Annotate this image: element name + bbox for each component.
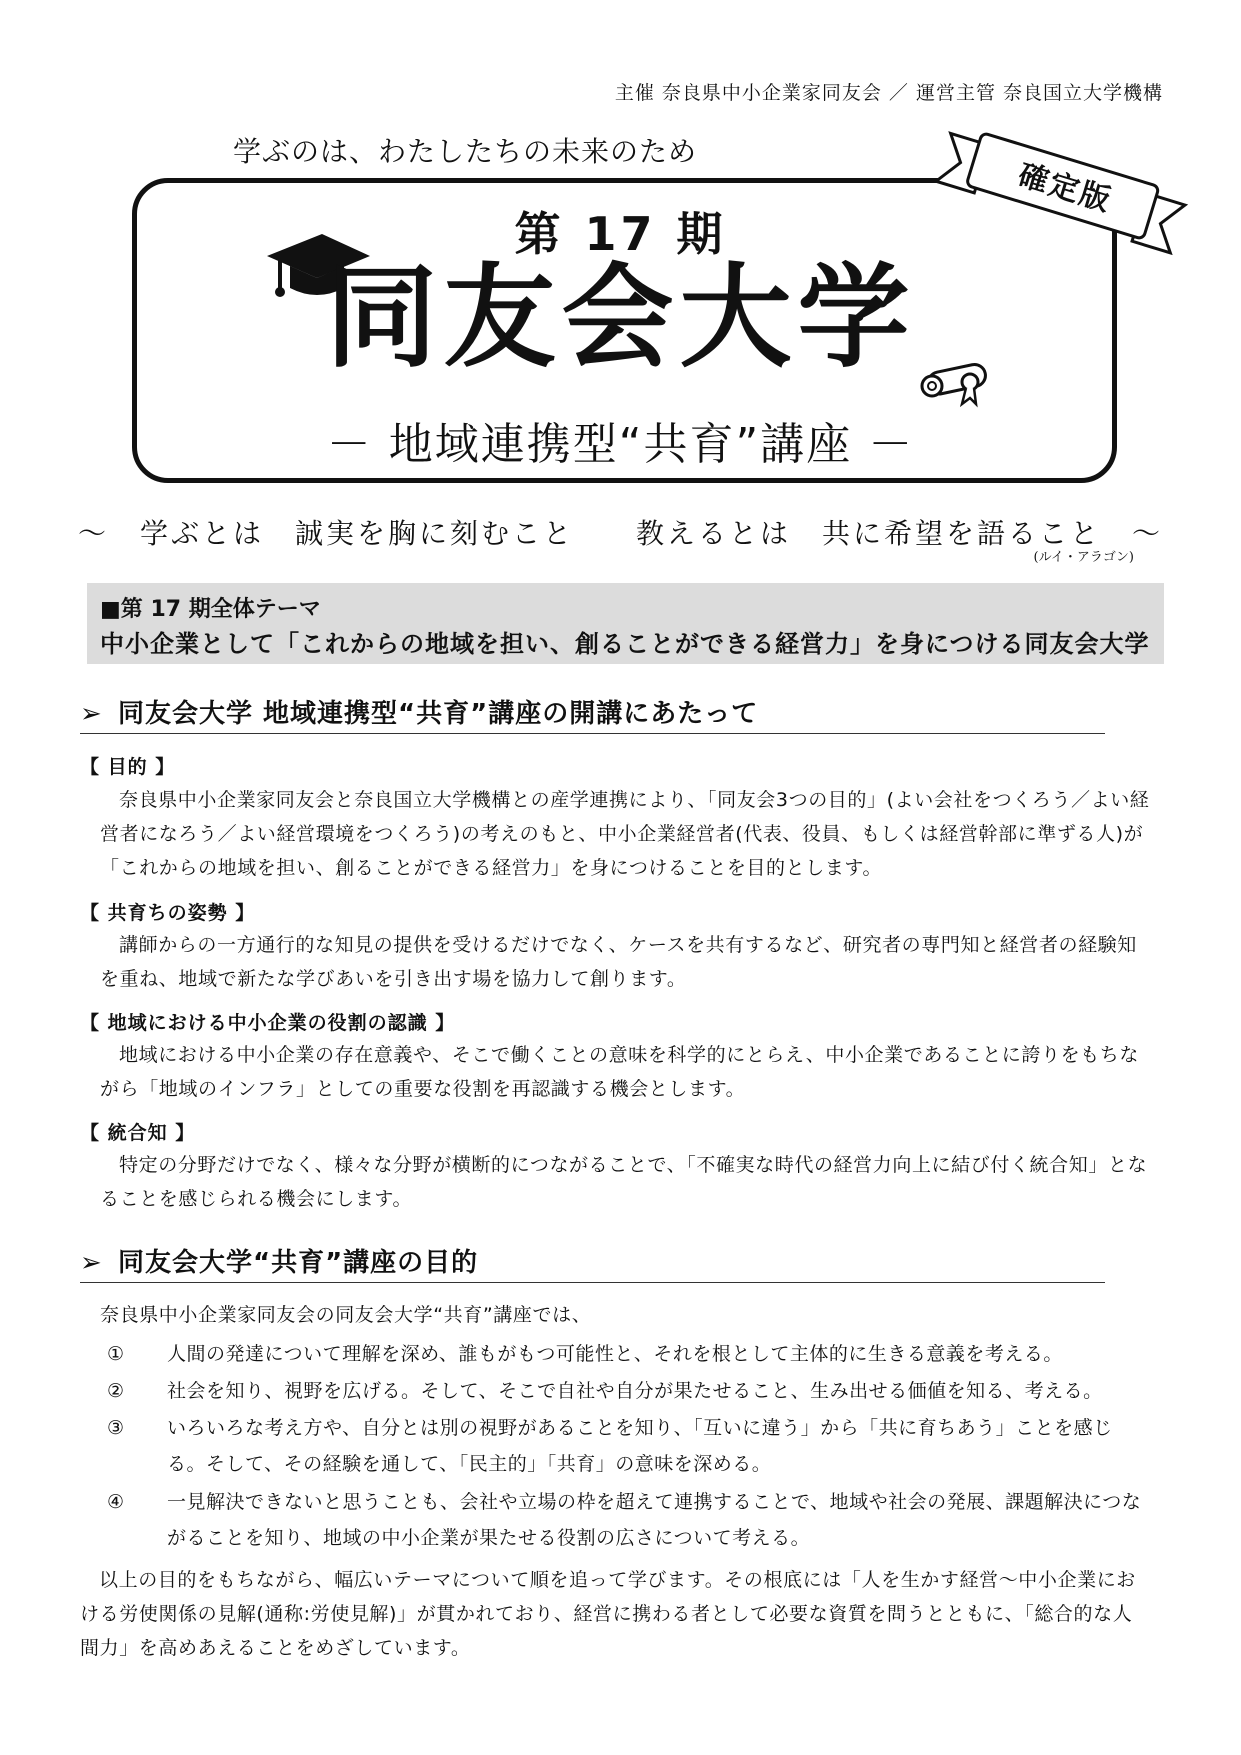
theme-heading: ■第 17 期全体テーマ <box>100 597 321 622</box>
theme-text: 中小企業として「これからの地域を担い、創ることができる経営力」を身につける同友会大学 <box>100 630 1150 658</box>
section2-intro: 奈良県中小企業家同友会の同友会大学“共育”講座では、 <box>100 1304 592 1326</box>
list-number: ① <box>107 1343 125 1365</box>
final-version-stamp: 確定版 <box>1013 157 1116 220</box>
term-number: 第 17 期 <box>514 207 727 261</box>
regional-role-body: 地域における中小企業の存在意義や、そこで働くことの意味を科学的にとらえ、中小企業であることに誇りをもちながら「地域のインフラ」としての重要な役割を再認識する機会とします。 <box>100 1044 1139 1100</box>
main-title: 同友会大学 <box>325 253 916 383</box>
mutual-growth-heading: 【 共育ちの姿勢 】 <box>80 902 256 924</box>
list-item <box>107 1373 1147 1409</box>
list-text: 人間の発達について理解を深め、誰もがもつ可能性と、それを根として主体的に生きる意義を考える。 <box>167 1343 1063 1365</box>
list-item <box>107 1410 1147 1482</box>
section2-closing: 以上の目的をもちながら、幅広いテーマについて順を追って学びます。その根底には「人を生かす経営～中小企業における労使関係の見解(通称:労使見解)」が貫かれており、経営に携わる者として必要な資質を問うとともに、「総合的な人間力」を高めあえることをめざしています。 <box>80 1569 1136 1659</box>
tagline: 学ぶのは、わたしたちの未来のため <box>232 135 697 168</box>
section2-heading <box>80 1242 478 1279</box>
mutual-growth-body: 講師からの一方通行的な知見の提供を受けるだけでなく、ケースを共有するなど、研究者の専門知と経営者の経験知を重ね、地域で新たな学びあいを引き出す場を協力して創ります。 <box>100 934 1137 990</box>
integrated-knowledge-body: 特定の分野だけでなく、様々な分野が横断的につながることで、「不確実な時代の経営力向上に結び付く統合知」となることを感じられる機会にします。 <box>100 1154 1148 1210</box>
list-text: いろいろな考え方や、自分とは別の視野があることを知り、「互いに違う」から「共に育ちあう」ことを感じる。そして、その経験を通して、「民主的」「共育」の意味を深める。 <box>167 1417 1113 1475</box>
section1-heading <box>80 693 758 730</box>
list-number: ④ <box>107 1491 125 1513</box>
integrated-knowledge-heading: 【 統合知 】 <box>80 1122 196 1144</box>
section2-divider <box>80 1282 1105 1283</box>
list-number: ③ <box>107 1417 125 1439</box>
organizer-line: 主催 奈良県中小企業家同友会 ／ 運営主管 奈良国立大学機構 <box>614 82 1163 104</box>
arrow-icon: ➢ <box>80 699 103 729</box>
list-number: ② <box>107 1380 125 1402</box>
subtitle: － 地域連携型“共育”講座 － <box>326 419 915 470</box>
section2-title: 同友会大学“共育”講座の目的 <box>118 1248 479 1278</box>
quote: ～ 学ぶとは 誠実を胸に刻むこと 教えるとは 共に希望を語ること ～ <box>77 517 1163 550</box>
list-item <box>107 1484 1147 1556</box>
purpose-heading: 【 目的 】 <box>80 756 176 778</box>
list-text: 社会を知り、視野を広げる。そして、そこで自社や自分が果たせること、生み出せる価値を知る、考える。 <box>167 1380 1103 1402</box>
quote-author: (ルイ・アラゴン) <box>1033 550 1134 565</box>
purpose-body: 奈良県中小企業家同友会と奈良国立大学機構との産学連携により、「同友会3つの目的」(よい会社をつくろう／よい経営者になろう／よい経営環境をつくろう)の考えのもと、中小企業経営者(代表、役員、もしくは経営幹部に準ずる人)が「これからの地域を担い、創ることができる経営力」を身につけることを目的とします。 <box>100 789 1150 879</box>
list-text: 一見解決できないと思うことも、会社や立場の枠を超えて連携することで、地域や社会の発展、課題解決につながることを知り、地域の中小企業が果たせる役割の広さについて考える。 <box>167 1491 1142 1549</box>
list-item <box>107 1336 1147 1372</box>
section1-divider <box>80 733 1105 734</box>
arrow-icon: ➢ <box>80 1248 103 1278</box>
regional-role-heading: 【 地域における中小企業の役割の認識 】 <box>80 1012 456 1034</box>
section1-title: 同友会大学 地域連携型“共育”講座の開講にあたって <box>118 699 759 729</box>
